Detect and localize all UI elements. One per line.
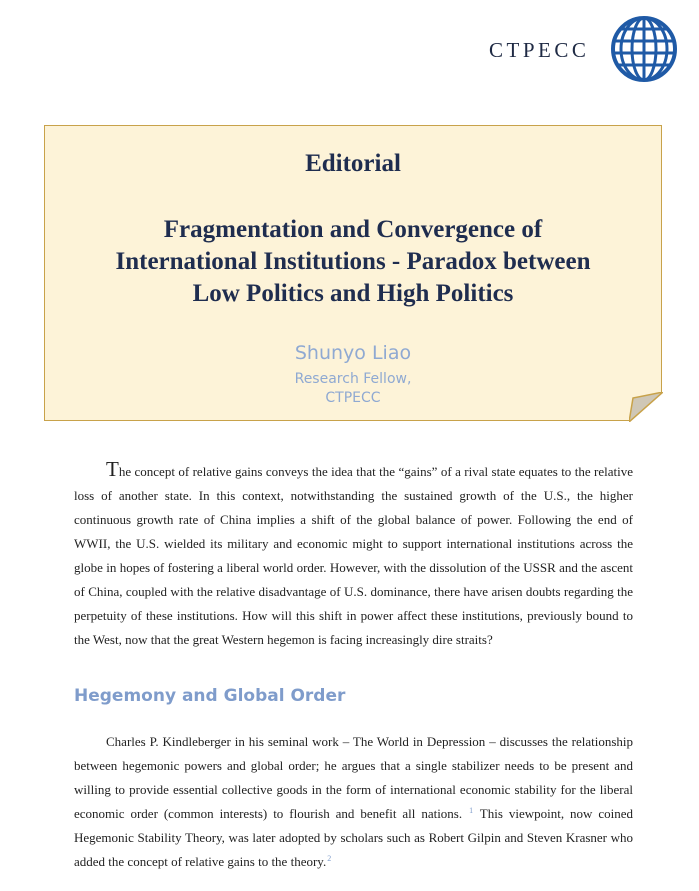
footnote-ref[interactable]: 2 <box>327 853 332 863</box>
author-organization: CTPECC <box>325 390 381 406</box>
title-line: Low Politics and High Politics <box>192 280 514 307</box>
section-heading: Hegemony and Global Order <box>74 686 346 706</box>
drop-cap: T <box>106 457 119 481</box>
intro-paragraph <box>74 457 633 652</box>
author-affiliation <box>44 370 662 408</box>
body-paragraph-text: This viewpoint, now coined Hegemonic Stability Theory, was later adopted by scholars such as Robert Gilpin and Steven Krasner who added the concept of relative gains to the theory. <box>74 806 634 869</box>
body-paragraph-text: Charles P. Kindleberger in his seminal work – The World in Depression – discusses the relationship between hegemonic powers and global order; he argues that a single stabilizer needs to be present and willing to provide essential collective goods in the form of international economic stability for the liberal economic order (common interests) to flourish and benefit all nations. <box>74 734 633 821</box>
title-line: Fragmentation and Convergence of <box>163 216 543 243</box>
footnote-ref[interactable]: 1 <box>469 805 474 815</box>
editorial-label: Editorial <box>305 150 401 177</box>
article-title <box>44 214 662 310</box>
brand-name: CTPECC <box>489 38 590 62</box>
author-name: Shunyo Liao <box>294 342 412 364</box>
title-line: International Institutions - Paradox between <box>115 248 591 275</box>
globe-icon <box>610 15 678 83</box>
intro-paragraph-text: he concept of relative gains conveys the idea that the “gains” of a rival state equates to the relative loss of another state. In this context, notwithstanding the sustained growth of the U.S., the higher continuous growth rate of China implies a shift of the global balance of power. Following the end of WWII, the U.S. wielded its military and economic might to support international institutions across the globe in hopes of fostering a liberal world order. However, with the dissolution of the USSR and the ascent of China, coupled with the relative disadvantage of U.S. dominance, there have arisen doubts regarding the perpetuity of these institutions. How will this shift in power affect these institutions, previously bound to the West, now that the great Western hegemon is facing increasingly dire straits? <box>74 464 633 647</box>
body-paragraph <box>74 730 633 874</box>
author-role: Research Fellow, <box>294 371 412 387</box>
